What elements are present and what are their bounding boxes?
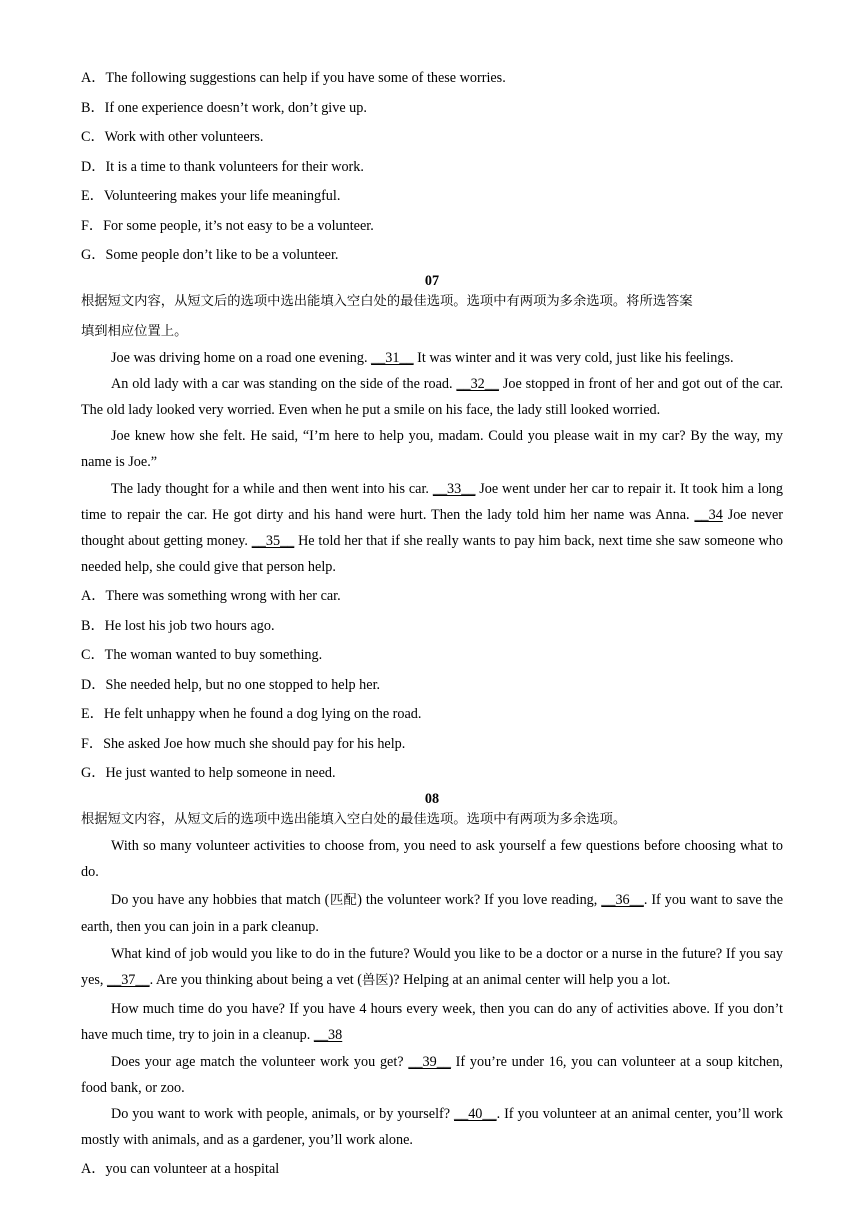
option-item xyxy=(81,615,275,635)
option-text: If one experience doesn’t work, don’t give up. xyxy=(104,99,367,116)
option-item xyxy=(81,185,340,205)
section-07-instruction-line1: 根据短文内容，从短文后的选项中选出能填入空白处的最佳选项。选项中有两项为多余选项。将所选答案 xyxy=(81,294,693,309)
option-text: He just wanted to help someone in need. xyxy=(105,765,336,781)
section-07-number: 07 xyxy=(424,273,440,289)
section-08-instruction: 根据短文内容，从短文后的选项中选出能填入空白处的最佳选项。选项中有两项为多余选项。 xyxy=(81,812,627,827)
option-letter: F． xyxy=(81,735,104,752)
option-item xyxy=(81,674,380,694)
section-07-paragraph-3: Joe knew how she felt. He said, “I’m here to help you, madam. Could you please wait in my car? By the way, my name is Joe.” xyxy=(81,428,783,470)
option-item xyxy=(81,126,263,146)
option-text: Volunteering makes your life meaningful. xyxy=(103,188,341,204)
option-text: She needed help, but no one stopped to help her. xyxy=(105,676,381,693)
option-letter: E． xyxy=(81,706,104,722)
option-text: There was something wrong with her car. xyxy=(105,588,341,604)
option-item xyxy=(81,762,336,782)
option-text: She asked Joe how much she should pay for his help. xyxy=(103,735,406,752)
blank-37[interactable]: __37__ xyxy=(107,972,150,988)
option-letter: G． xyxy=(81,247,106,263)
option-letter: D． xyxy=(81,158,106,175)
section-08-paragraph-4: How much time do you have? If you have 4 hours every week, then you can do any of activities above. If you don’t have much time, try to join in a cleanup. __38 xyxy=(81,1001,783,1043)
option-text: Some people don’t like to be a volunteer. xyxy=(105,247,339,263)
blank-39[interactable]: __39__ xyxy=(408,1054,451,1070)
option-item xyxy=(81,215,374,235)
blank-31[interactable]: __31__ xyxy=(371,350,414,366)
section-07-instruction-line2: 填到相应位置上。 xyxy=(81,324,188,339)
section-08-paragraph-6: Do you want to work with people, animals, or by yourself? __40__. If you volunteer at an animal center, you’ll work mostly with animals, and as a gardener, you’ll work alone. xyxy=(81,1106,783,1148)
option-item xyxy=(81,644,322,664)
section-08-paragraph-5: Does your age match the volunteer work you get? __39__ If you’re under 16, you can volunteer at a soup kitchen, food bank, or zoo. xyxy=(81,1054,783,1096)
option-item xyxy=(81,733,405,753)
section-07-paragraph-4: The lady thought for a while and then went into his car. __33__ Joe went under her car to repair it. It took him a long time to repair the car. He got dirty and his hand were hurt. Then the lady told him her name was Anna. __34 Joe never thought about getting money. __35__ He told her that if she really wants to pay him back, next time she saw someone who needed help, she could give that person help. xyxy=(81,481,783,575)
option-letter: G． xyxy=(81,765,106,781)
option-letter: C． xyxy=(81,647,105,663)
option-text: Work with other volunteers. xyxy=(104,129,264,145)
option-letter: E． xyxy=(81,188,104,204)
section-08-paragraph-1: With so many volunteer activities to choose from, you need to ask yourself a few questions before choosing what to do. xyxy=(81,838,783,880)
section-07-paragraph-1: Joe was driving home on a road one evening. __31__ It was winter and it was very cold, just like his feelings. xyxy=(111,350,734,366)
option-item xyxy=(81,585,341,605)
option-letter: A． xyxy=(81,1161,106,1177)
blank-35[interactable]: __35__ xyxy=(251,533,295,549)
blank-38[interactable]: __38 xyxy=(313,1027,343,1043)
section-08-option-a xyxy=(81,1158,279,1178)
option-text: It is a time to thank volunteers for their work. xyxy=(105,158,364,175)
section-07-paragraph-2: An old lady with a car was standing on the side of the road. __32__ Joe stopped in front of her and got out of the car. The old lady looked very worried. Even when he put a smile on his face, the lady still looked worried. xyxy=(81,376,784,418)
option-text: you can volunteer at a hospital xyxy=(105,1161,280,1177)
section-08-number: 08 xyxy=(424,791,440,807)
blank-34[interactable]: __34 xyxy=(694,507,723,523)
blank-36[interactable]: __36__ xyxy=(601,892,644,908)
blank-40[interactable]: __40__ xyxy=(454,1106,497,1122)
section-08-paragraph-2: Do you have any hobbies that match (匹配) the volunteer work? If you love reading, __36__. If you want to save the earth, then you can join in a park cleanup. xyxy=(81,892,784,935)
option-letter: B． xyxy=(81,617,105,634)
option-item xyxy=(81,156,364,176)
option-letter: C． xyxy=(81,129,105,145)
option-letter: D． xyxy=(81,676,106,693)
option-item xyxy=(81,703,421,723)
option-text: He lost his job two hours ago. xyxy=(104,617,275,634)
section-08-paragraph-3: What kind of job would you like to do in the future? Would you like to be a doctor or a nurse in the future? If you say yes, __37__. Are you thinking about being a vet (兽医)? Helping at an animal center will help you a lot. xyxy=(81,946,783,988)
option-letter: A． xyxy=(81,588,106,604)
option-item xyxy=(81,244,338,264)
option-text: The woman wanted to buy something. xyxy=(104,647,323,663)
option-text: He felt unhappy when he found a dog lying on the road. xyxy=(103,706,422,722)
option-item xyxy=(81,67,506,87)
blank-32[interactable]: __32__ xyxy=(456,376,499,392)
option-letter: A． xyxy=(81,70,106,86)
option-text: For some people, it’s not easy to be a volunteer. xyxy=(103,217,374,234)
option-letter: F． xyxy=(81,217,104,234)
blank-33[interactable]: __33__ xyxy=(432,481,476,497)
option-text: The following suggestions can help if you have some of these worries. xyxy=(105,70,506,86)
option-item xyxy=(81,97,367,117)
option-letter: B． xyxy=(81,99,105,116)
